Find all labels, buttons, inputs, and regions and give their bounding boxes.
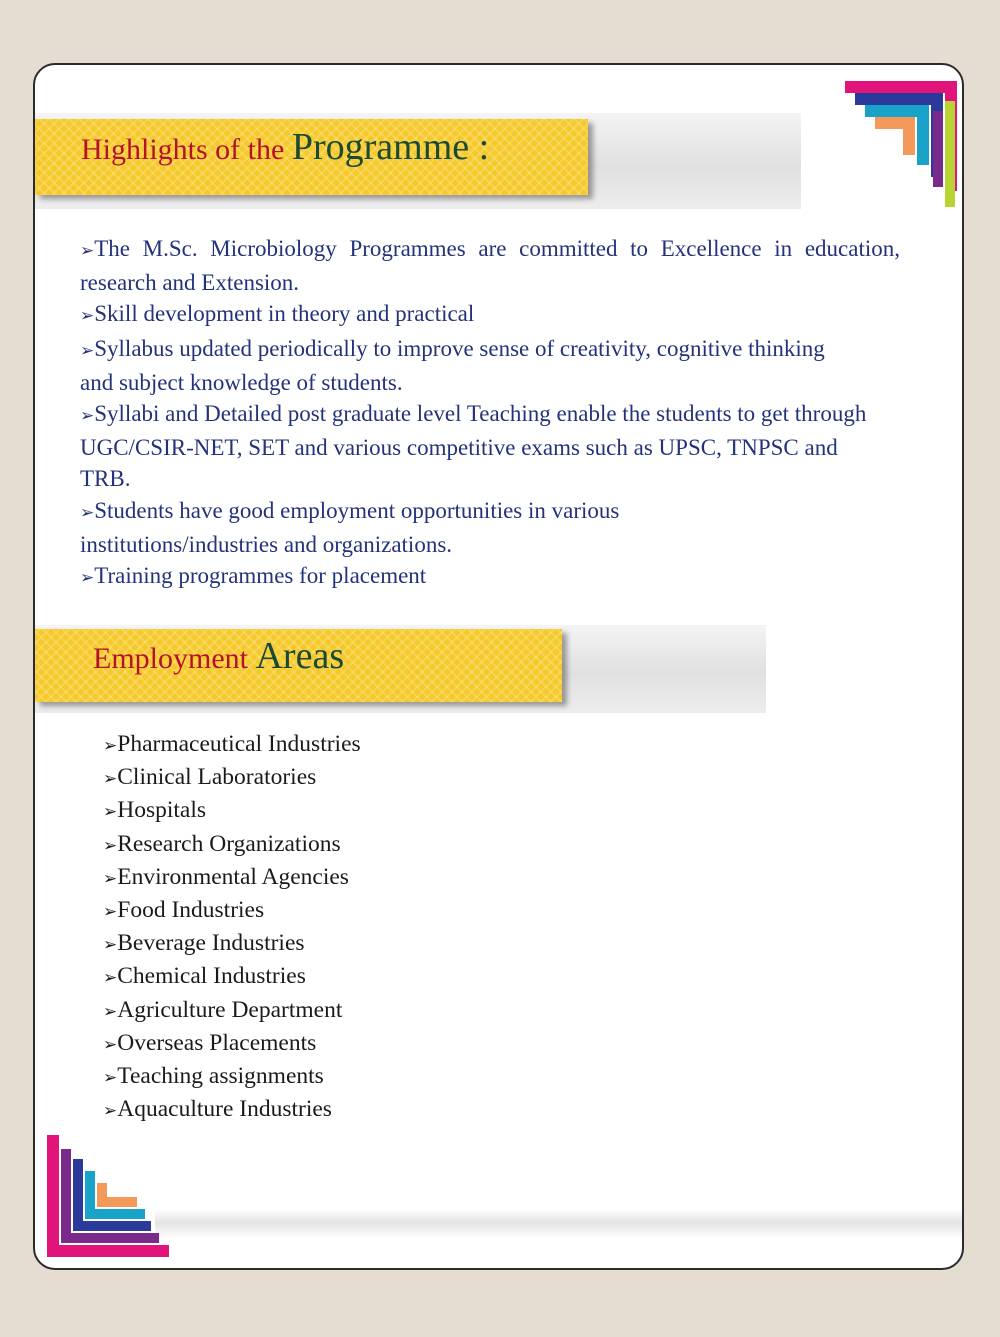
arrow-bullet-icon: ➢ [80,502,95,523]
employment-heading [93,634,344,678]
highlights-heading-colon: : [469,126,490,168]
arrow-bullet-icon: ➢ [80,568,95,589]
corner-decoration-top-right [845,81,957,211]
list-item: ➢Syllabi and Detailed post graduate level Teaching enable the students to get through UGC/CSIR-NET, SET and various competitive exams such as UPSC, TNPSC and TRB. [80,401,867,492]
list-item: ➢Pharmaceutical Industries [103,731,361,757]
arrow-bullet-icon: ➢ [103,1068,118,1089]
employment-heading-part2: Areas [255,635,345,677]
list-item: ➢Agriculture Department [103,996,343,1023]
arrow-bullet-icon: ➢ [103,968,118,989]
arrow-bullet-icon: ➢ [103,802,118,823]
arrow-bullet-icon: ➢ [103,868,118,889]
list-item: ➢Clinical Laboratories [103,764,317,791]
employment-heading-part1: Employment [93,642,256,675]
list-item: ➢Environmental Agencies [103,863,349,890]
list-item: ➢Syllabus updated periodically to improve sense of creativity, cognitive thinking and subject knowledge of students. [80,335,825,395]
list-item: ➢Overseas Placements [103,1029,317,1056]
arrow-bullet-icon: ➢ [103,835,118,856]
highlights-list [80,233,900,594]
list-item: ➢Hospitals [103,797,207,824]
arrow-bullet-icon: ➢ [103,935,118,956]
arrow-bullet-icon: ➢ [103,1034,118,1055]
list-item: ➢Food Industries [103,897,265,924]
list-item: ➢Beverage Industries [103,930,305,957]
employment-areas-list [103,729,361,1127]
highlights-heading-part1: Highlights of the [81,133,292,166]
list-item: ➢Aquaculture Industries [103,1096,332,1123]
list-item: ➢The M.Sc. Microbiology Programmes are committed to Excellence in education, research and Extension. [80,236,900,296]
bottom-shadow-band [155,1209,964,1239]
list-item: ➢Chemical Industries [103,963,306,990]
arrow-bullet-icon: ➢ [80,406,95,427]
arrow-bullet-icon: ➢ [103,736,118,756]
arrow-bullet-icon: ➢ [103,1101,118,1122]
arrow-bullet-icon: ➢ [80,241,95,261]
corner-decoration-bottom-left [47,1135,169,1261]
arrow-bullet-icon: ➢ [80,306,95,327]
highlights-heading-part2: Programme [291,126,470,168]
arrow-bullet-icon: ➢ [103,769,118,790]
page-card [33,63,964,1270]
arrow-bullet-icon: ➢ [103,902,118,923]
arrow-bullet-icon: ➢ [80,340,95,361]
list-item: ➢Skill development in theory and practical [80,301,475,327]
list-item: ➢Research Organizations [103,830,341,857]
list-item: ➢Training programmes for placement [80,563,427,589]
list-item: ➢Students have good employment opportunities in various institutions/industries and organizations. [80,497,620,557]
highlights-heading [81,125,489,169]
arrow-bullet-icon: ➢ [103,1001,118,1022]
list-item: ➢Teaching assignments [103,1063,324,1090]
